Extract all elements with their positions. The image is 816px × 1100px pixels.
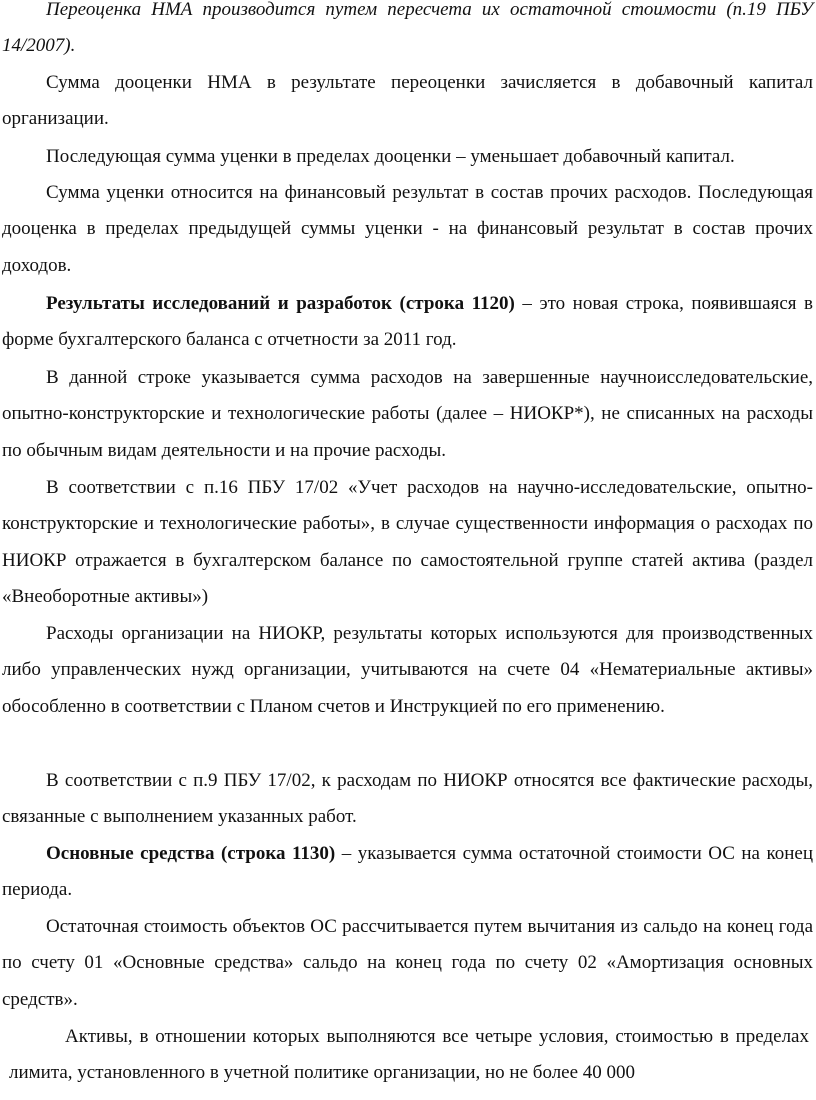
paragraph-rnd-expenses-account-04: Расходы организации на НИОКР, результаты которых используются для производственных либо управленческих нужд организации, учитываются на счете 04 «Нематериальные активы» обособленно в соответствии с Планом счетов и Инструкцией по его применению. xyxy=(2,623,813,717)
paragraph-nma-revaluation: Переоценка НМА производится путем пересчета их остаточной стоимости (п.19 ПБУ 14/2007). xyxy=(2,0,813,57)
heading-fixed-assets: Основные средства (строка 1130) xyxy=(46,843,336,864)
paragraph-fixed-assets-text: – указывается сумма остаточной стоимости ОС на конец периода. xyxy=(2,843,813,901)
heading-rnd-results: Результаты исследований и разработок (строка 1120) xyxy=(46,293,515,314)
paragraph-rnd-results xyxy=(2,286,813,359)
paragraph-subsequent-markdown: Последующая сумма уценки в пределах дооценки – уменьшает добавочный капитал. xyxy=(46,146,735,167)
paragraph-assets-limit: Активы, в отношении которых выполняются все четыре условия, стоимостью в пределах лимита, установленного в учетной политике организации, но не более 40 000 xyxy=(9,1026,809,1084)
paragraph-rnd-results-text: – это новая строка, появившаяся в форме бухгалтерского баланса с отчетности за 2011 год. xyxy=(2,293,814,351)
paragraph-pbu-17-clause-9: В соответствии с п.9 ПБУ 17/02, к расходам по НИОКР относятся все фактические расходы, связанные с выполнением указанных работ. xyxy=(2,770,813,828)
paragraph-rnd-line-content: В данной строке указывается сумма расходов на завершенные научноисследовательские, опытно-конструкторские и технологические работы (далее – НИОКР*), не списанных на расходы по обычным видам деятельности и на прочие расходы. xyxy=(2,367,813,461)
paragraph-fixed-assets xyxy=(2,836,813,909)
paragraph-pbu-17-clause-16: В соответствии с п.16 ПБУ 17/02 «Учет расходов на научно-исследовательские, опытно-конструкторские и технологические работы», в случае существенности информация о расходах по НИОКР отражается в бухгалтерском балансе по самостоятельной группе статей актива (раздел «Внеоборотные активы») xyxy=(2,477,813,607)
paragraph-residual-value: Остаточная стоимость объектов ОС рассчитывается путем вычитания из сальдо на конец года по счету 01 «Основные средства» сальдо на конец года по счету 02 «Амортизация основных средств». xyxy=(2,916,813,1010)
paragraph-revaluation-surplus: Сумма дооценки НМА в результате переоценки зачисляется в добавочный капитал организации. xyxy=(2,72,813,130)
paragraph-markdown-result: Сумма уценки относится на финансовый результат в состав прочих расходов. Последующая дооценка в пределах предыдущей суммы уценки - на финансовый результат в состав прочих доходов. xyxy=(2,182,813,276)
